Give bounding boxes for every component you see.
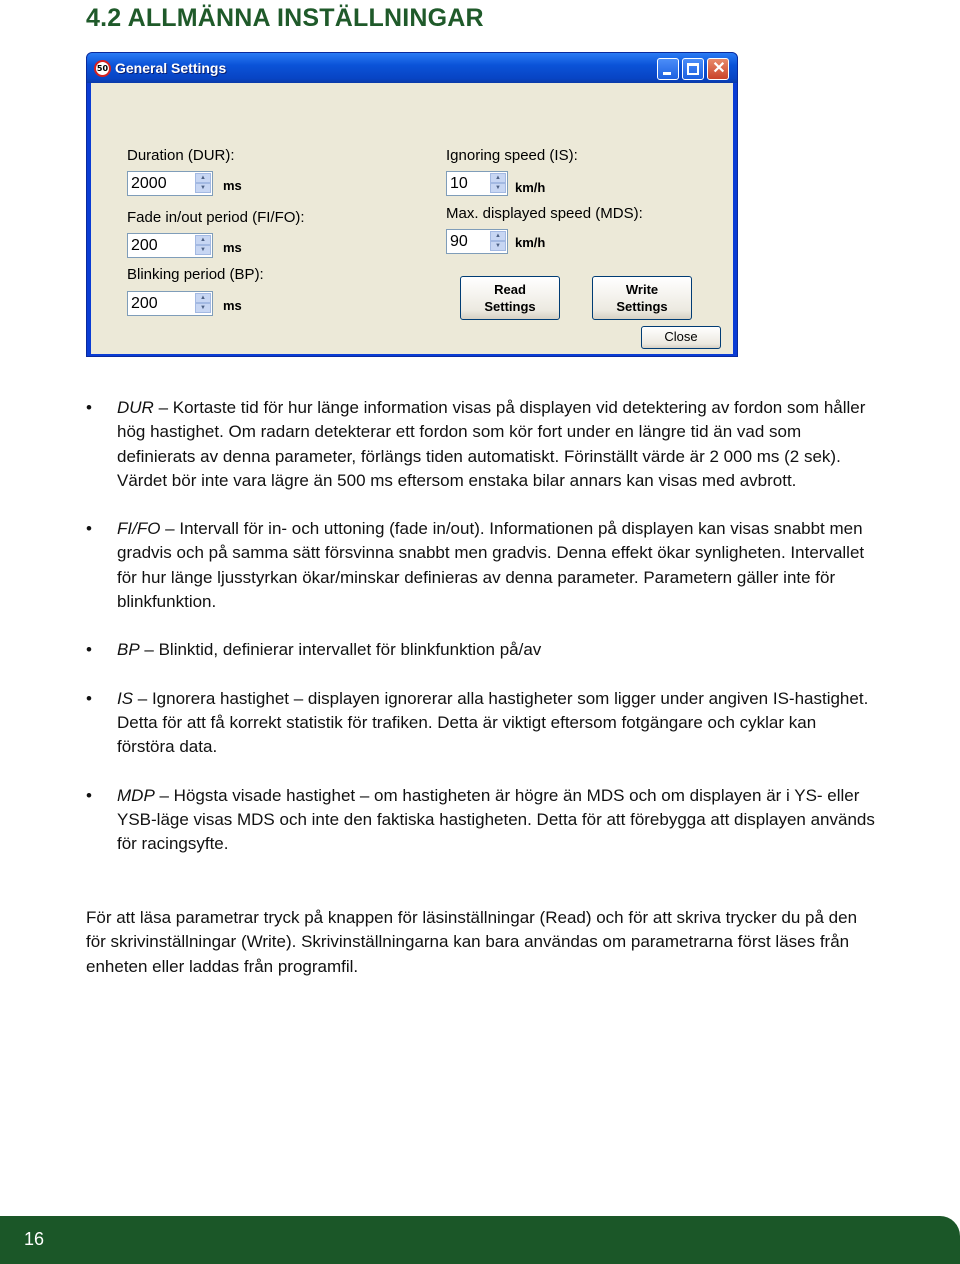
close-icon: ✕ (712, 60, 726, 77)
list-item (86, 687, 876, 760)
list-item (86, 638, 876, 662)
bullet-term: MDP (117, 785, 155, 805)
fade-spin-arrows[interactable] (195, 235, 211, 256)
spin-up-icon[interactable]: ▲ (490, 231, 506, 241)
dialog-body (91, 83, 733, 354)
read-button-line1: Read (494, 282, 526, 297)
maximize-icon (687, 63, 699, 75)
max-speed-unit: km/h (515, 235, 546, 250)
max-speed-label: Max. displayed speed (MDS): (446, 205, 643, 222)
blink-spin-arrows[interactable] (195, 293, 211, 314)
spin-down-icon[interactable]: ▼ (195, 183, 211, 193)
spin-up-icon[interactable]: ▲ (195, 235, 211, 245)
app-icon: 50 (94, 60, 111, 77)
bullet-icon: • (86, 640, 92, 660)
list-item (86, 396, 876, 493)
write-button-line1: Write (625, 282, 659, 297)
fade-value: 200 (131, 237, 158, 254)
list-item (86, 517, 876, 614)
bullet-term: DUR (117, 398, 154, 417)
read-settings-button[interactable] (460, 276, 560, 320)
close-button[interactable]: Close (641, 326, 721, 349)
duration-unit: ms (223, 178, 242, 193)
bullet-text: – Blinktid, definierar intervallet för blinkfunktion på/av (139, 640, 542, 660)
max-speed-value: 90 (450, 233, 468, 250)
spin-up-icon[interactable]: ▲ (490, 173, 506, 183)
ignore-speed-stepper[interactable] (446, 171, 508, 196)
dialog-titlebar[interactable] (87, 53, 737, 83)
read-button-line2: Settings (484, 299, 536, 314)
minimize-button[interactable] (657, 58, 679, 80)
duration-spin-arrows[interactable] (195, 173, 211, 194)
spin-up-icon[interactable]: ▲ (195, 293, 211, 303)
bullet-icon: • (86, 398, 92, 417)
spin-down-icon[interactable]: ▼ (195, 303, 211, 313)
duration-stepper[interactable] (127, 171, 213, 196)
ignore-speed-unit: km/h (515, 180, 546, 195)
duration-value: 2000 (131, 175, 167, 192)
write-button-line2: Settings (616, 299, 668, 314)
spin-down-icon[interactable]: ▼ (490, 241, 506, 251)
spin-up-icon[interactable]: ▲ (195, 173, 211, 183)
bullet-text: – Högsta visade hastighet – om hastigheten är högre än MDS och om displayen är i YS- eller YSB-läge visas MDS och inte den faktiska hastigheten. Detta för att förebygga att displayen används för racingsyfte. (117, 785, 875, 854)
blink-label: Blinking period (BP): (127, 266, 264, 283)
footer-bar (0, 1216, 960, 1264)
closing-paragraph: För att läsa parametrar tryck på knappen för läsinställningar (Read) och för att skriva trycker du på den för skrivinställningar (Write). Skrivinställningarna kan bara användas om parametrarna först läses från enheten eller laddas från programfil. (86, 908, 858, 976)
spin-down-icon[interactable]: ▼ (195, 245, 211, 255)
ignore-speed-label: Ignoring speed (IS): (446, 147, 578, 164)
ignore-speed-value: 10 (450, 175, 468, 192)
write-settings-button[interactable] (592, 276, 692, 320)
general-settings-dialog (86, 52, 738, 357)
bullet-text: – Intervall för in- och uttoning (fade in/out). Informationen på displayen kan visas snabbt men gradvis och på samma sätt försvinna snabbt men gradvis. Denna effekt ökar synligheten. Intervallet för hur länge ljusstyrkan ökar/minskar definieras av denna parameter. Parametern gäller inte för blinkfunktion. (117, 519, 865, 612)
bullet-term: IS (117, 688, 134, 708)
bullet-text: – Ignorera hastighet – displayen ignorerar alla hastigheter som ligger under angiven IS-hastighet. Detta för att få korrekt statistik för trafiken. Detta är viktigt eftersom fotgängare och cyklar kan förstöra data. (117, 688, 869, 757)
blink-unit: ms (223, 298, 242, 313)
minimize-icon (663, 72, 671, 75)
maximize-button[interactable] (682, 58, 704, 80)
blink-value: 200 (131, 295, 158, 312)
fade-label: Fade in/out period (FI/FO): (127, 209, 305, 226)
section-heading: 4.2 ALLMÄNNA INSTÄLLNINGAR (86, 4, 484, 32)
spin-down-icon[interactable]: ▼ (490, 183, 506, 193)
ignore-spin-arrows[interactable] (490, 173, 506, 194)
bullet-text: – Kortaste tid för hur länge information visas på displayen vid detektering av fordon som håller hög hastighet. Om radarn detekterar ett fordon som kör fort under en längre tid än vad som definierats av denna parameter, förlängs tiden automatiskt. Förinställt värde är 2 000 ms (2 sek). Värdet bör inte vara lägre än 500 ms eftersom enstaka bilar annars kan visas med avbrott. (117, 398, 866, 490)
blink-stepper[interactable] (127, 291, 213, 316)
bullet-term: BP (117, 640, 140, 660)
max-speed-spin-arrows[interactable] (490, 231, 506, 252)
max-speed-stepper[interactable] (446, 229, 508, 254)
page-number: 16 (24, 1229, 45, 1249)
bullet-icon: • (86, 688, 92, 708)
fade-stepper[interactable] (127, 233, 213, 258)
bullet-term: FI/FO (117, 519, 161, 539)
bullet-icon: • (86, 519, 92, 539)
window-close-button[interactable] (707, 58, 729, 80)
dialog-title: General Settings (115, 60, 227, 76)
duration-label: Duration (DUR): (127, 147, 235, 164)
bullet-icon: • (86, 785, 92, 805)
fade-unit: ms (223, 240, 242, 255)
list-item (86, 784, 876, 857)
parameter-descriptions (86, 396, 876, 880)
